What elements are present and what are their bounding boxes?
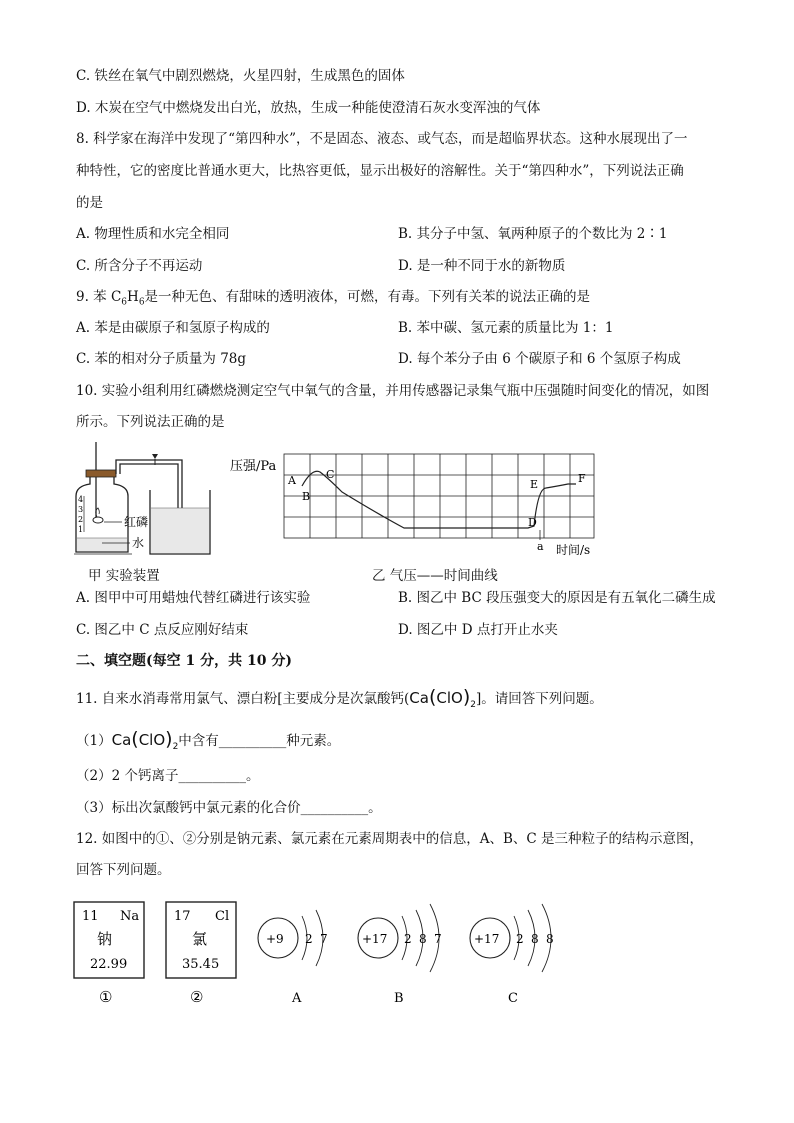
q12-stem-line2: 回答下列问题。	[76, 862, 171, 878]
na-atomic-number: 11	[82, 909, 99, 924]
q8-option-b: B. 其分子中氢、氧两种原子的个数比为 2∶1	[398, 226, 668, 242]
atom-c-shell-1: 2	[516, 932, 524, 946]
figure-b-caption: 乙 气压——时间曲线	[372, 568, 498, 584]
q8-stem-line2: 种特性，它的密度比普通水更大，比热容更低，显示出极好的溶解性。关于“第四种水”，下列说法正确	[76, 163, 684, 179]
cl-atomic-number: 17	[174, 909, 191, 924]
atom-a-shell-1: 2	[305, 932, 313, 946]
q10-stem-line2: 所示。下列说法正确的是	[76, 414, 225, 430]
atom-c-label: C	[508, 991, 518, 1006]
graph-point-e: E	[530, 478, 539, 491]
na-mass: 22.99	[90, 957, 128, 972]
q8-option-c: C. 所含分子不再运动	[76, 258, 203, 274]
q11-formula: $Ca(ClO)_2$	[409, 686, 476, 710]
q9-option-d: D. 每个苯分子由 6 个碳原子和 6 个氢原子构成	[398, 351, 681, 367]
q9-option-a: A. 苯是由碳原子和氢原子构成的	[76, 320, 270, 336]
q10-option-d: D. 图乙中 D 点打开止水夹	[398, 622, 558, 638]
na-name: 钠	[97, 930, 113, 948]
q11-stem: 11. 自来水消毒常用氯气、漂白粉[主要成分是次氯酸钙$(Ca(ClO)_2]$。请回答下列问题。	[76, 686, 603, 710]
cl-tile-label: ②	[190, 988, 204, 1006]
element-and-atom-figure	[70, 898, 570, 1010]
figure-a-caption: 甲 实验装置	[88, 568, 160, 584]
q7-option-c: C. 铁丝在氧气中剧烈燃烧，火星四射，生成黑色的固体	[76, 68, 405, 84]
q7-option-d: D. 木炭在空气中燃烧发出白光，放热，生成一种能使澄清石灰水变浑浊的气体	[76, 100, 541, 116]
graph-ylabel: 压强/Pa	[230, 459, 277, 474]
atom-b-shell-3: 7	[434, 932, 442, 946]
atom-c-shell-3: 8	[546, 932, 554, 946]
q10-stem-line1: 10. 实验小组利用红磷燃烧测定空气中氧气的含量，并用传感器记录集气瓶中压强随时间变化的情况，如图	[76, 383, 710, 399]
q10-option-a: A. 图甲中可用蜡烛代替红磷进行该实验	[76, 590, 311, 606]
cl-mass: 35.45	[182, 957, 220, 972]
water-label: 水	[132, 536, 145, 550]
experiment-apparatus-figure	[72, 440, 222, 560]
q9-option-c: C. 苯的相对分子质量为 78g	[76, 351, 247, 367]
scale-mark-1: 1	[78, 525, 84, 534]
atom-a-shell-2: 7	[320, 932, 328, 946]
graph-point-c: C	[326, 468, 335, 481]
scale-mark-2: 2	[78, 515, 84, 524]
q11-part2: （2）2 个钙离子__________。	[76, 768, 260, 784]
atom-b-nucleus: +17	[362, 932, 388, 946]
red-phosphorus-label: 红磷	[124, 515, 149, 529]
atom-b-shell-1: 2	[404, 932, 412, 946]
q9-option-b: B. 苯中碳、氢元素的质量比为 1：1	[398, 320, 614, 336]
q12-stem-line1: 12. 如图中的①、②分别是钠元素、氯元素在元素周期表中的信息，A、B、C 是三种粒子的结构示意图，	[76, 831, 704, 847]
graph-point-a: A	[288, 474, 296, 487]
atom-a-label: A	[292, 991, 302, 1006]
na-tile-label: ①	[99, 988, 113, 1006]
q11-part1-formula: $Ca(ClO)_2$	[111, 728, 179, 752]
pressure-time-graph	[228, 448, 600, 562]
graph-xlabel: 时间/s	[556, 543, 591, 557]
q8-stem-line3: 的是	[76, 195, 103, 211]
q8-stem-line1: 8. 科学家在海洋中发现了“第四种水”，不是固态、液态、或气态，而是超临界状态。这种水展现出了一	[76, 131, 688, 147]
cl-name: 氯	[192, 930, 208, 948]
q11-part1: $(1)Ca(ClO)_2$中含有__________种元素。	[76, 728, 341, 752]
atom-b-shell-2: 8	[419, 932, 427, 946]
atom-c-nucleus: +17	[474, 932, 500, 946]
section-2-heading: 二、填空题(每空 1 分，共 10 分)	[76, 653, 292, 669]
atom-c-shell-2: 8	[531, 932, 539, 946]
graph-point-b: B	[302, 490, 311, 503]
atom-b-label: B	[394, 991, 404, 1006]
cl-symbol: Cl	[215, 909, 230, 924]
q8-option-a: A. 物理性质和水完全相同	[76, 226, 230, 242]
atom-a-nucleus: +9	[266, 932, 284, 946]
graph-point-d: D	[528, 516, 537, 529]
scale-mark-3: 3	[78, 505, 84, 514]
graph-mark-a: a	[537, 540, 544, 553]
graph-point-f: F	[578, 472, 586, 485]
q10-option-b: B. 图乙中 BC 段压强变大的原因是有五氧化二磷生成	[398, 590, 716, 606]
scale-mark-4: 4	[78, 495, 84, 504]
q9-stem: 9. 苯 $C_6H_6$是一种无色、有甜味的透明液体，可燃，有毒。下列有关苯的说法正确的是	[76, 289, 591, 308]
q8-option-d: D. 是一种不同于水的新物质	[398, 258, 566, 274]
q11-part3: （3）标出次氯酸钙中氯元素的化合价__________。	[76, 800, 382, 816]
q10-option-c: C. 图乙中 C 点反应刚好结束	[76, 622, 249, 638]
na-symbol: Na	[120, 909, 140, 924]
